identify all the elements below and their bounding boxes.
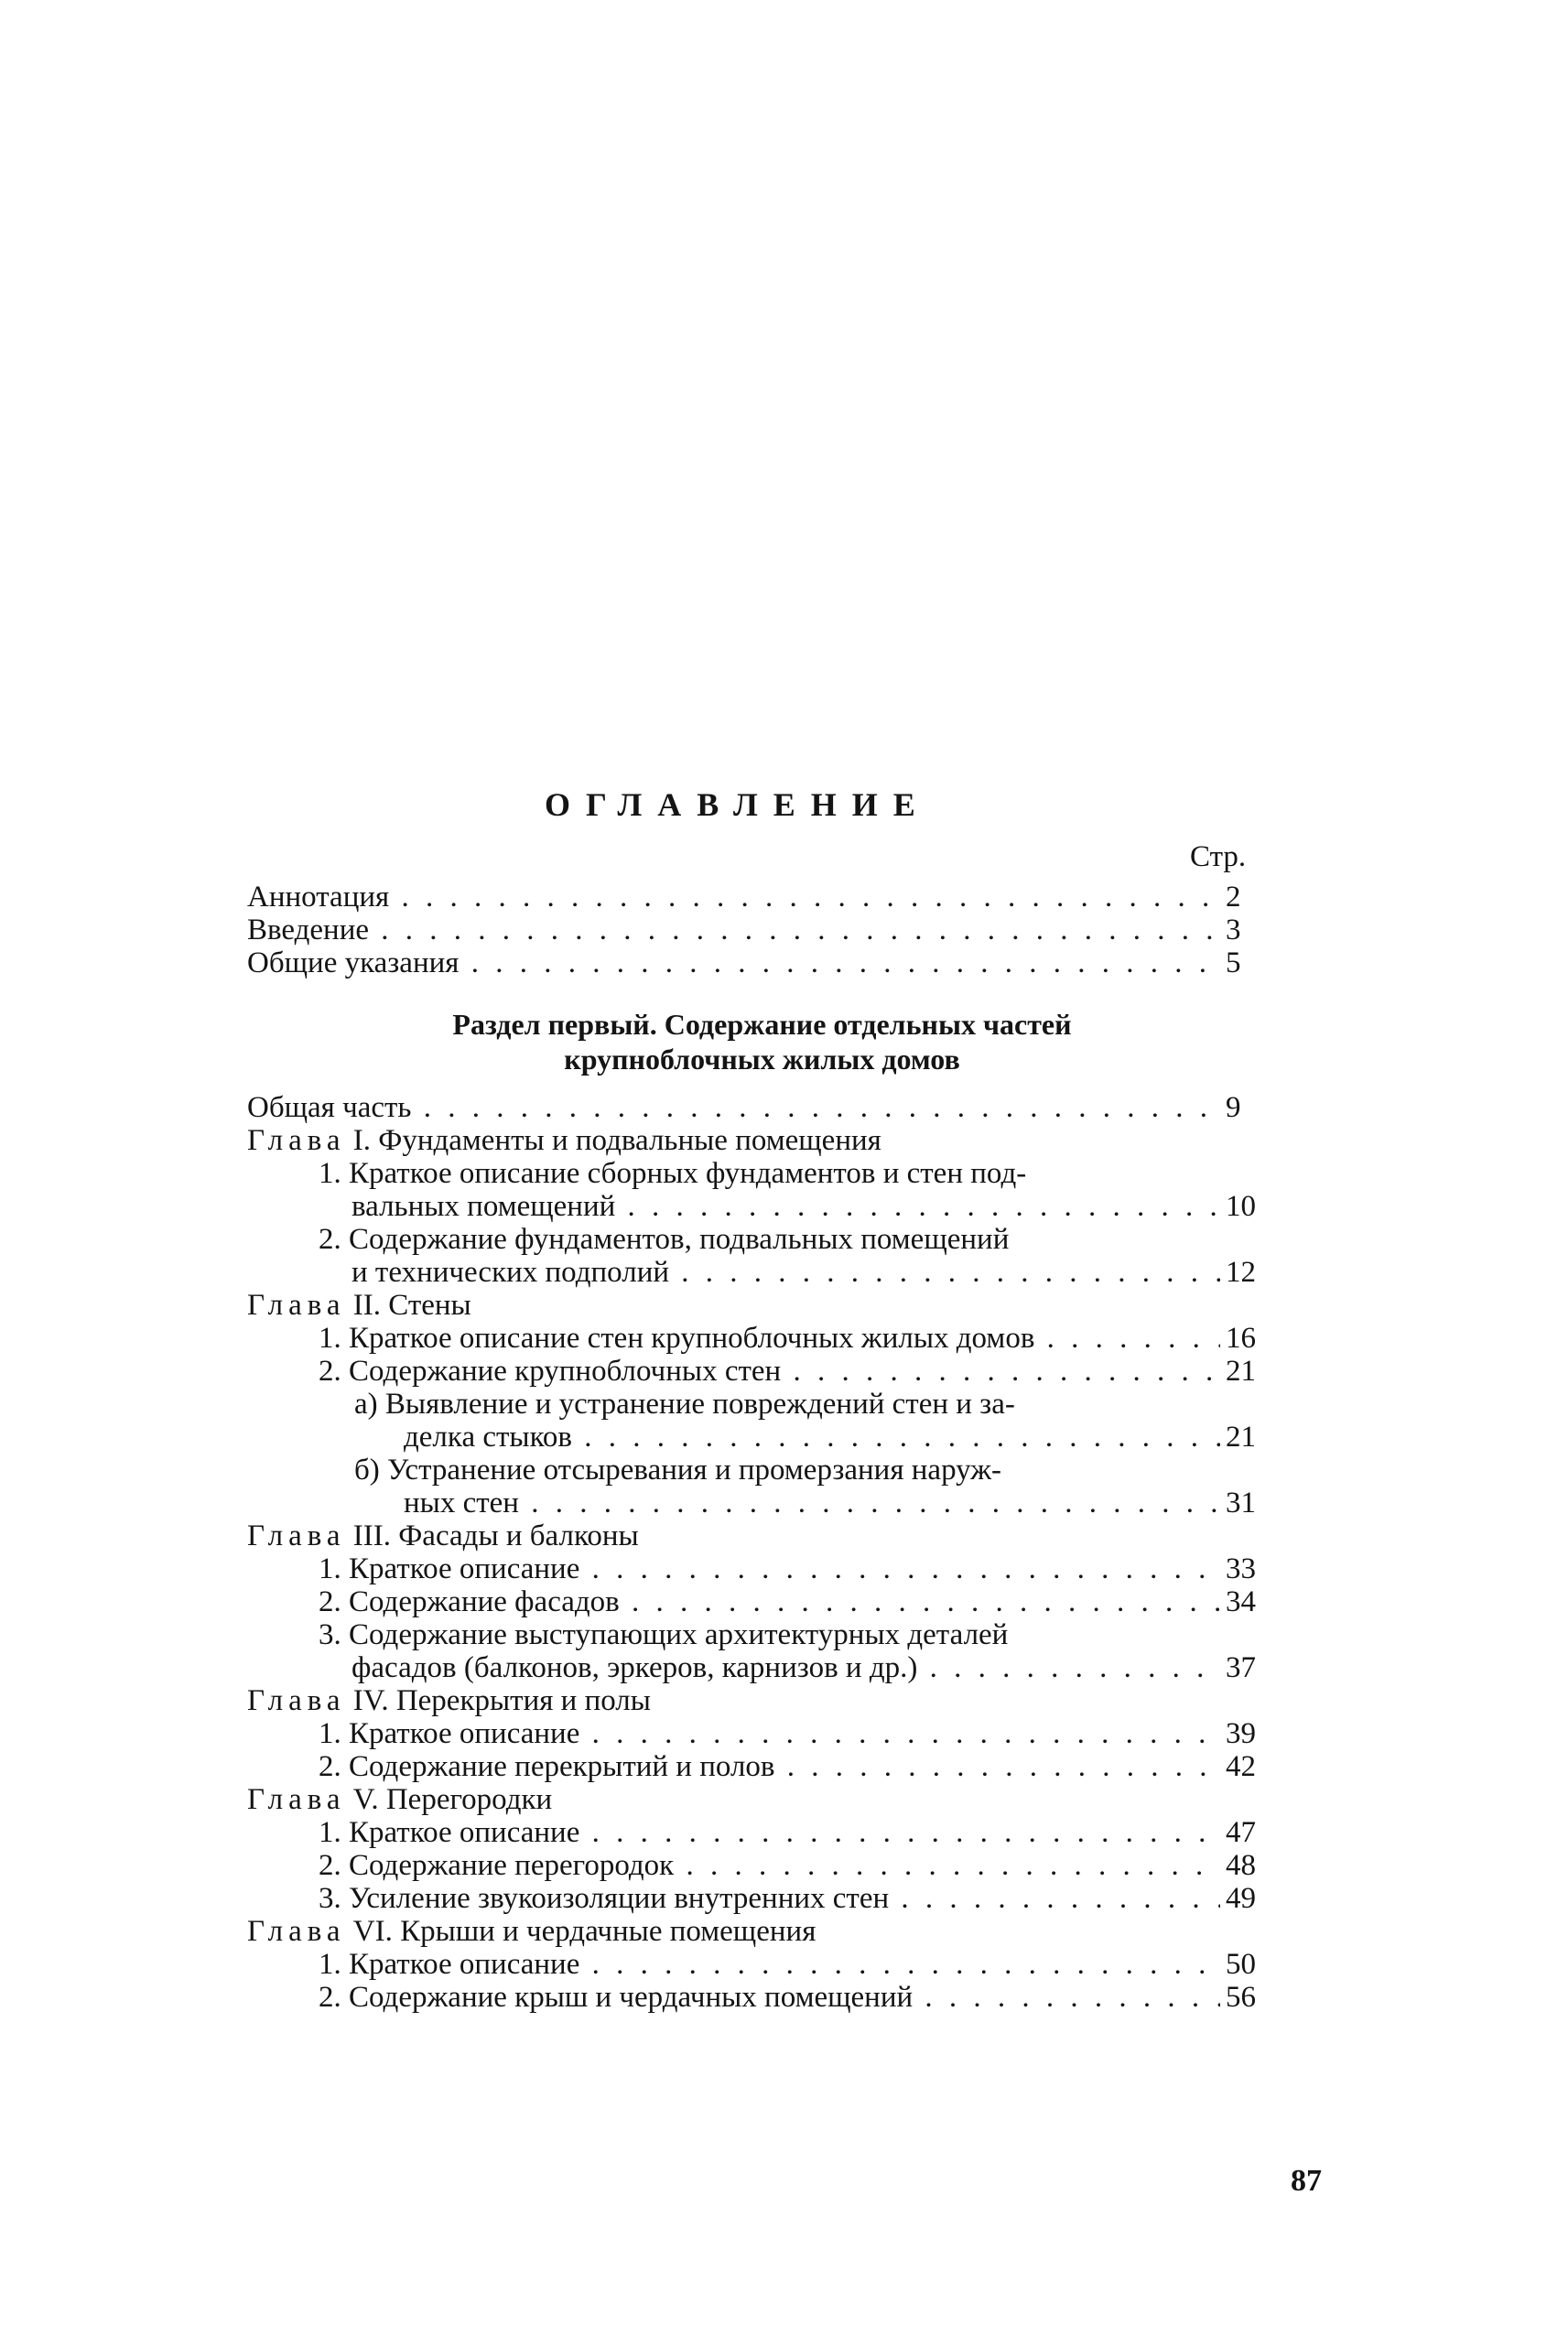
chapter-heading bbox=[247, 1783, 1277, 1816]
toc-entry-page: 34 bbox=[1220, 1585, 1277, 1618]
toc-entry bbox=[247, 946, 1277, 979]
section-heading-line-1: Раздел первый. Содержание отдельных частей bbox=[452, 1008, 1072, 1041]
toc-entry-page: 21 bbox=[1220, 1421, 1277, 1454]
toc-entry-page: 47 bbox=[1220, 1816, 1277, 1849]
toc-entry bbox=[247, 1487, 1277, 1519]
toc-entry bbox=[247, 1750, 1277, 1783]
chapter-prefix: Глава bbox=[247, 1124, 346, 1157]
toc-entry-title: 1. Краткое описание . . . bbox=[319, 1948, 1277, 1981]
toc-entry-title: ных стен . . . bbox=[404, 1487, 1277, 1519]
toc-entry-text: 2. Содержание фундаментов, подвальных помещений bbox=[319, 1223, 1010, 1256]
chapter-title: II. Стены bbox=[352, 1289, 471, 1322]
toc-entry-page: 5 bbox=[1220, 946, 1277, 979]
toc-entry-title: 2. Содержание перегородок . . . bbox=[319, 1849, 1277, 1882]
chapter-title: IV. Перекрытия и полы bbox=[352, 1684, 651, 1717]
toc-entry-title: 2. Содержание фасадов . . . bbox=[319, 1585, 1277, 1618]
toc-entry bbox=[247, 881, 1277, 914]
toc-entry-title: 3. Усиление звукоизоляции внутренних стен . . . bbox=[319, 1882, 1277, 1915]
chapter-title: VI. Крыши и чердачные помещения bbox=[352, 1915, 816, 1948]
toc-entry bbox=[247, 1421, 1277, 1454]
chapter-prefix: Глава bbox=[247, 1519, 346, 1552]
chapter-prefix: Глава bbox=[247, 1915, 346, 1948]
chapter-title: I. Фундаменты и подвальные помещения bbox=[352, 1124, 881, 1157]
toc-section-one bbox=[247, 1091, 1277, 2014]
toc-entry-title: 1. Краткое описание . . . bbox=[319, 1717, 1277, 1750]
toc-entry-page: 56 bbox=[1220, 1981, 1277, 2014]
toc-entry-page: 42 bbox=[1220, 1750, 1277, 1783]
section-heading-line-2: крупноблочных жилых домов bbox=[564, 1043, 960, 1076]
toc-entry-title: 1. Краткое описание . . . bbox=[319, 1816, 1277, 1849]
toc-entry-text: а) Выявление и устранение повреждений стен и за- bbox=[354, 1388, 1015, 1421]
toc-entry bbox=[247, 1552, 1277, 1585]
toc-entry-title: 1. Краткое описание . . . bbox=[319, 1552, 1277, 1585]
toc-entry-page: 50 bbox=[1220, 1948, 1277, 1981]
toc-entry-page: 37 bbox=[1220, 1651, 1277, 1684]
toc-entry bbox=[247, 1849, 1277, 1882]
toc-intro bbox=[247, 881, 1277, 979]
toc-entry-page: 49 bbox=[1220, 1882, 1277, 1915]
toc-entry-page: 10 bbox=[1220, 1190, 1277, 1223]
toc-entry-page: 2 bbox=[1220, 881, 1277, 914]
toc-entry bbox=[247, 1948, 1277, 1981]
toc-entry-title: делка стыков . . . bbox=[404, 1421, 1277, 1454]
toc-entry-title: Аннотация . . . bbox=[247, 881, 1277, 914]
toc-entry bbox=[247, 1882, 1277, 1915]
toc-entry-page: 16 bbox=[1220, 1322, 1277, 1355]
toc-entry-general bbox=[247, 1091, 1277, 1124]
toc-entry-page: 39 bbox=[1220, 1717, 1277, 1750]
toc-entry bbox=[247, 1322, 1277, 1355]
chapter-heading bbox=[247, 1124, 1277, 1157]
page-number: 87 bbox=[1291, 2164, 1322, 2198]
toc-entry-title: Общие указания . . . bbox=[247, 946, 1277, 979]
toc-entry bbox=[247, 1651, 1277, 1684]
chapter-heading bbox=[247, 1519, 1277, 1552]
toc-entry-page: 33 bbox=[1220, 1552, 1277, 1585]
toc-entry bbox=[247, 1585, 1277, 1618]
toc-entry-page: 9 bbox=[1220, 1091, 1277, 1124]
toc-entry-title: и технических подполий . . . bbox=[351, 1256, 1277, 1289]
toc-entry bbox=[247, 1190, 1277, 1223]
chapter-heading bbox=[247, 1915, 1277, 1948]
chapter-title: V. Перегородки bbox=[352, 1783, 553, 1816]
toc-entry-title: 2. Содержание крыш и чердачных помещений . . . bbox=[319, 1981, 1277, 2014]
toc-entry-page: 31 bbox=[1220, 1487, 1277, 1519]
toc-entry bbox=[247, 1355, 1277, 1388]
toc-entry-text: 1. Краткое описание сборных фундаментов и стен под- bbox=[319, 1157, 1027, 1190]
page-title: ОГЛАВЛЕНИЕ bbox=[545, 786, 931, 823]
toc-entry bbox=[247, 1256, 1277, 1289]
toc-entry-page: 48 bbox=[1220, 1849, 1277, 1882]
chapter-heading bbox=[247, 1289, 1277, 1322]
chapter-heading bbox=[247, 1684, 1277, 1717]
toc-entry bbox=[247, 1816, 1277, 1849]
toc-entry-page: 3 bbox=[1220, 914, 1277, 946]
toc-entry-title: Введение . . . bbox=[247, 914, 1277, 946]
toc-entry-page: 12 bbox=[1220, 1256, 1277, 1289]
toc-entry bbox=[247, 914, 1277, 946]
toc-entry bbox=[247, 1717, 1277, 1750]
toc-entry-title: 2. Содержание перекрытий и полов . . . bbox=[319, 1750, 1277, 1783]
toc-entry-text: б) Устранение отсыревания и промерзания наруж- bbox=[354, 1454, 1002, 1487]
toc-entry-title: Общая часть . . . bbox=[247, 1091, 1277, 1124]
toc-entry-page: 21 bbox=[1220, 1355, 1277, 1388]
page-column-label: Стр. bbox=[1190, 840, 1247, 873]
toc-entry-title: фасадов (балконов, эркеров, карнизов и др.) . . . bbox=[351, 1651, 1277, 1684]
chapter-prefix: Глава bbox=[247, 1684, 346, 1717]
toc-entry-text: 3. Содержание выступающих архитектурных деталей bbox=[319, 1618, 1009, 1651]
toc-entry-title: 2. Содержание крупноблочных стен . . . bbox=[319, 1355, 1277, 1388]
toc-entry-title: вальных помещений . . . bbox=[351, 1190, 1277, 1223]
section-heading bbox=[247, 1007, 1277, 1076]
toc-entry-title: 1. Краткое описание стен крупноблочных жилых домов . . . bbox=[319, 1322, 1277, 1355]
chapter-title: III. Фасады и балконы bbox=[352, 1519, 639, 1552]
chapter-prefix: Глава bbox=[247, 1783, 346, 1816]
chapter-prefix: Глава bbox=[247, 1289, 346, 1322]
toc-entry bbox=[247, 1981, 1277, 2014]
